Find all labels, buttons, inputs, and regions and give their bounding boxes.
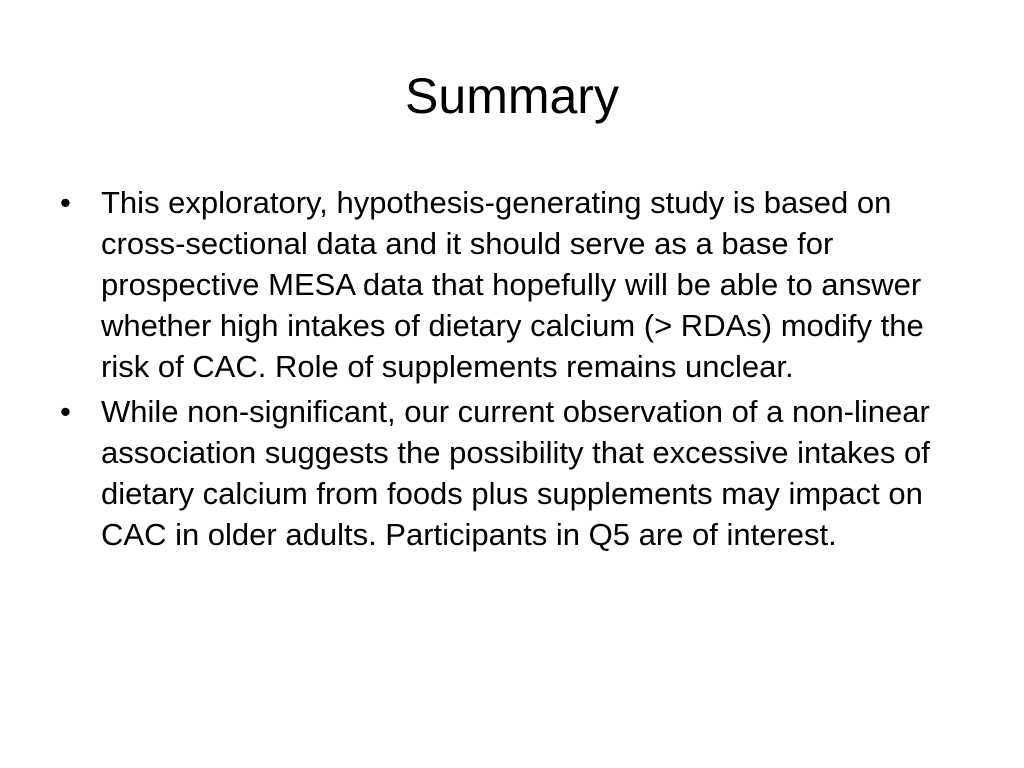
bullet-icon: • bbox=[60, 185, 71, 220]
slide-title: Summary bbox=[405, 68, 619, 124]
bullet-list bbox=[60, 182, 980, 559]
bullet-item bbox=[60, 182, 980, 387]
bullet-text: While non-significant, our current observation of a non-linear association suggests the possibility that excessive intakes of dietary calcium from foods plus supplements may impact on CAC in older adults. Participants in Q5 are of interest. bbox=[101, 394, 930, 552]
bullet-item bbox=[60, 391, 980, 555]
bullet-text: This exploratory, hypothesis-generating study is based on cross-sectional data and it should serve as a base for prospective MESA data that hopefully will be able to answer whether high intakes of dietary calcium (> RDAs) modify the risk of CAC. Role of supplements remains unclear. bbox=[101, 185, 924, 384]
bullet-icon: • bbox=[60, 394, 71, 429]
